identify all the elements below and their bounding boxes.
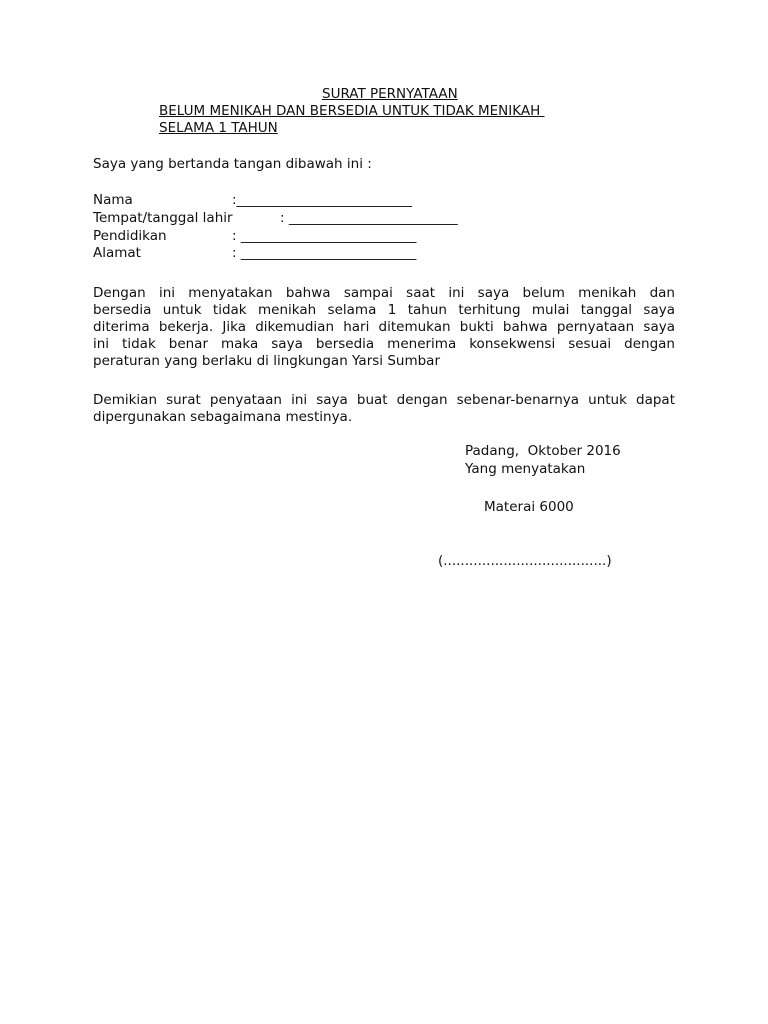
statement-line: peraturan yang berlaku di lingkungan Yarsi Sumbar: [93, 353, 440, 369]
statement-paragraph: [93, 285, 675, 370]
closing-line: dipergunakan sebagaimana mestinya.: [93, 409, 353, 425]
letter-title: SURAT PERNYATAAN: [322, 86, 458, 102]
field-value-alamat: : __________________________: [232, 245, 417, 261]
signature-name-placeholder: (......................................): [438, 553, 612, 569]
field-label-tempat-tanggal-lahir: Tempat/tanggal lahir: [93, 210, 233, 226]
field-label-alamat: Alamat: [93, 245, 141, 261]
statement-line: Dengan ini menyatakan bahwa sampai saat ini saya belum menikah dan: [93, 285, 675, 301]
letter-subtitle-line-2: SELAMA 1 TAHUN: [159, 120, 278, 136]
closing-line: Demikian surat penyataan ini saya buat dengan sebenar-benarnya untuk dapat: [93, 392, 675, 408]
statement-line: ini tidak benar maka saya bersedia menerima konsekwensi sesuai dengan: [93, 336, 675, 352]
letter-subtitle-line-1: BELUM MENIKAH DAN BERSEDIA UNTUK TIDAK MENIKAH: [159, 103, 545, 119]
field-label-nama: Nama: [93, 192, 133, 208]
signature-place-date: Padang, Oktober 2016: [465, 443, 621, 459]
field-value-nama: :__________________________: [232, 192, 413, 208]
field-value-pendidikan: : __________________________: [232, 228, 417, 244]
field-value-tempat-tanggal-lahir: : _________________________: [280, 210, 458, 226]
intro-text: Saya yang bertanda tangan dibawah ini :: [93, 156, 372, 172]
statement-line: diterima bekerja. Jika dikemudian hari ditemukan bukti bahwa pernyataan saya: [93, 319, 675, 335]
field-label-pendidikan: Pendidikan: [93, 228, 167, 244]
statement-line: bersedia untuk tidak menikah selama 1 tahun terhitung mulai tanggal saya: [93, 302, 675, 318]
stamp-duty-label: Materai 6000: [484, 499, 574, 515]
signature-role: Yang menyatakan: [465, 461, 586, 477]
closing-paragraph: [93, 392, 675, 426]
